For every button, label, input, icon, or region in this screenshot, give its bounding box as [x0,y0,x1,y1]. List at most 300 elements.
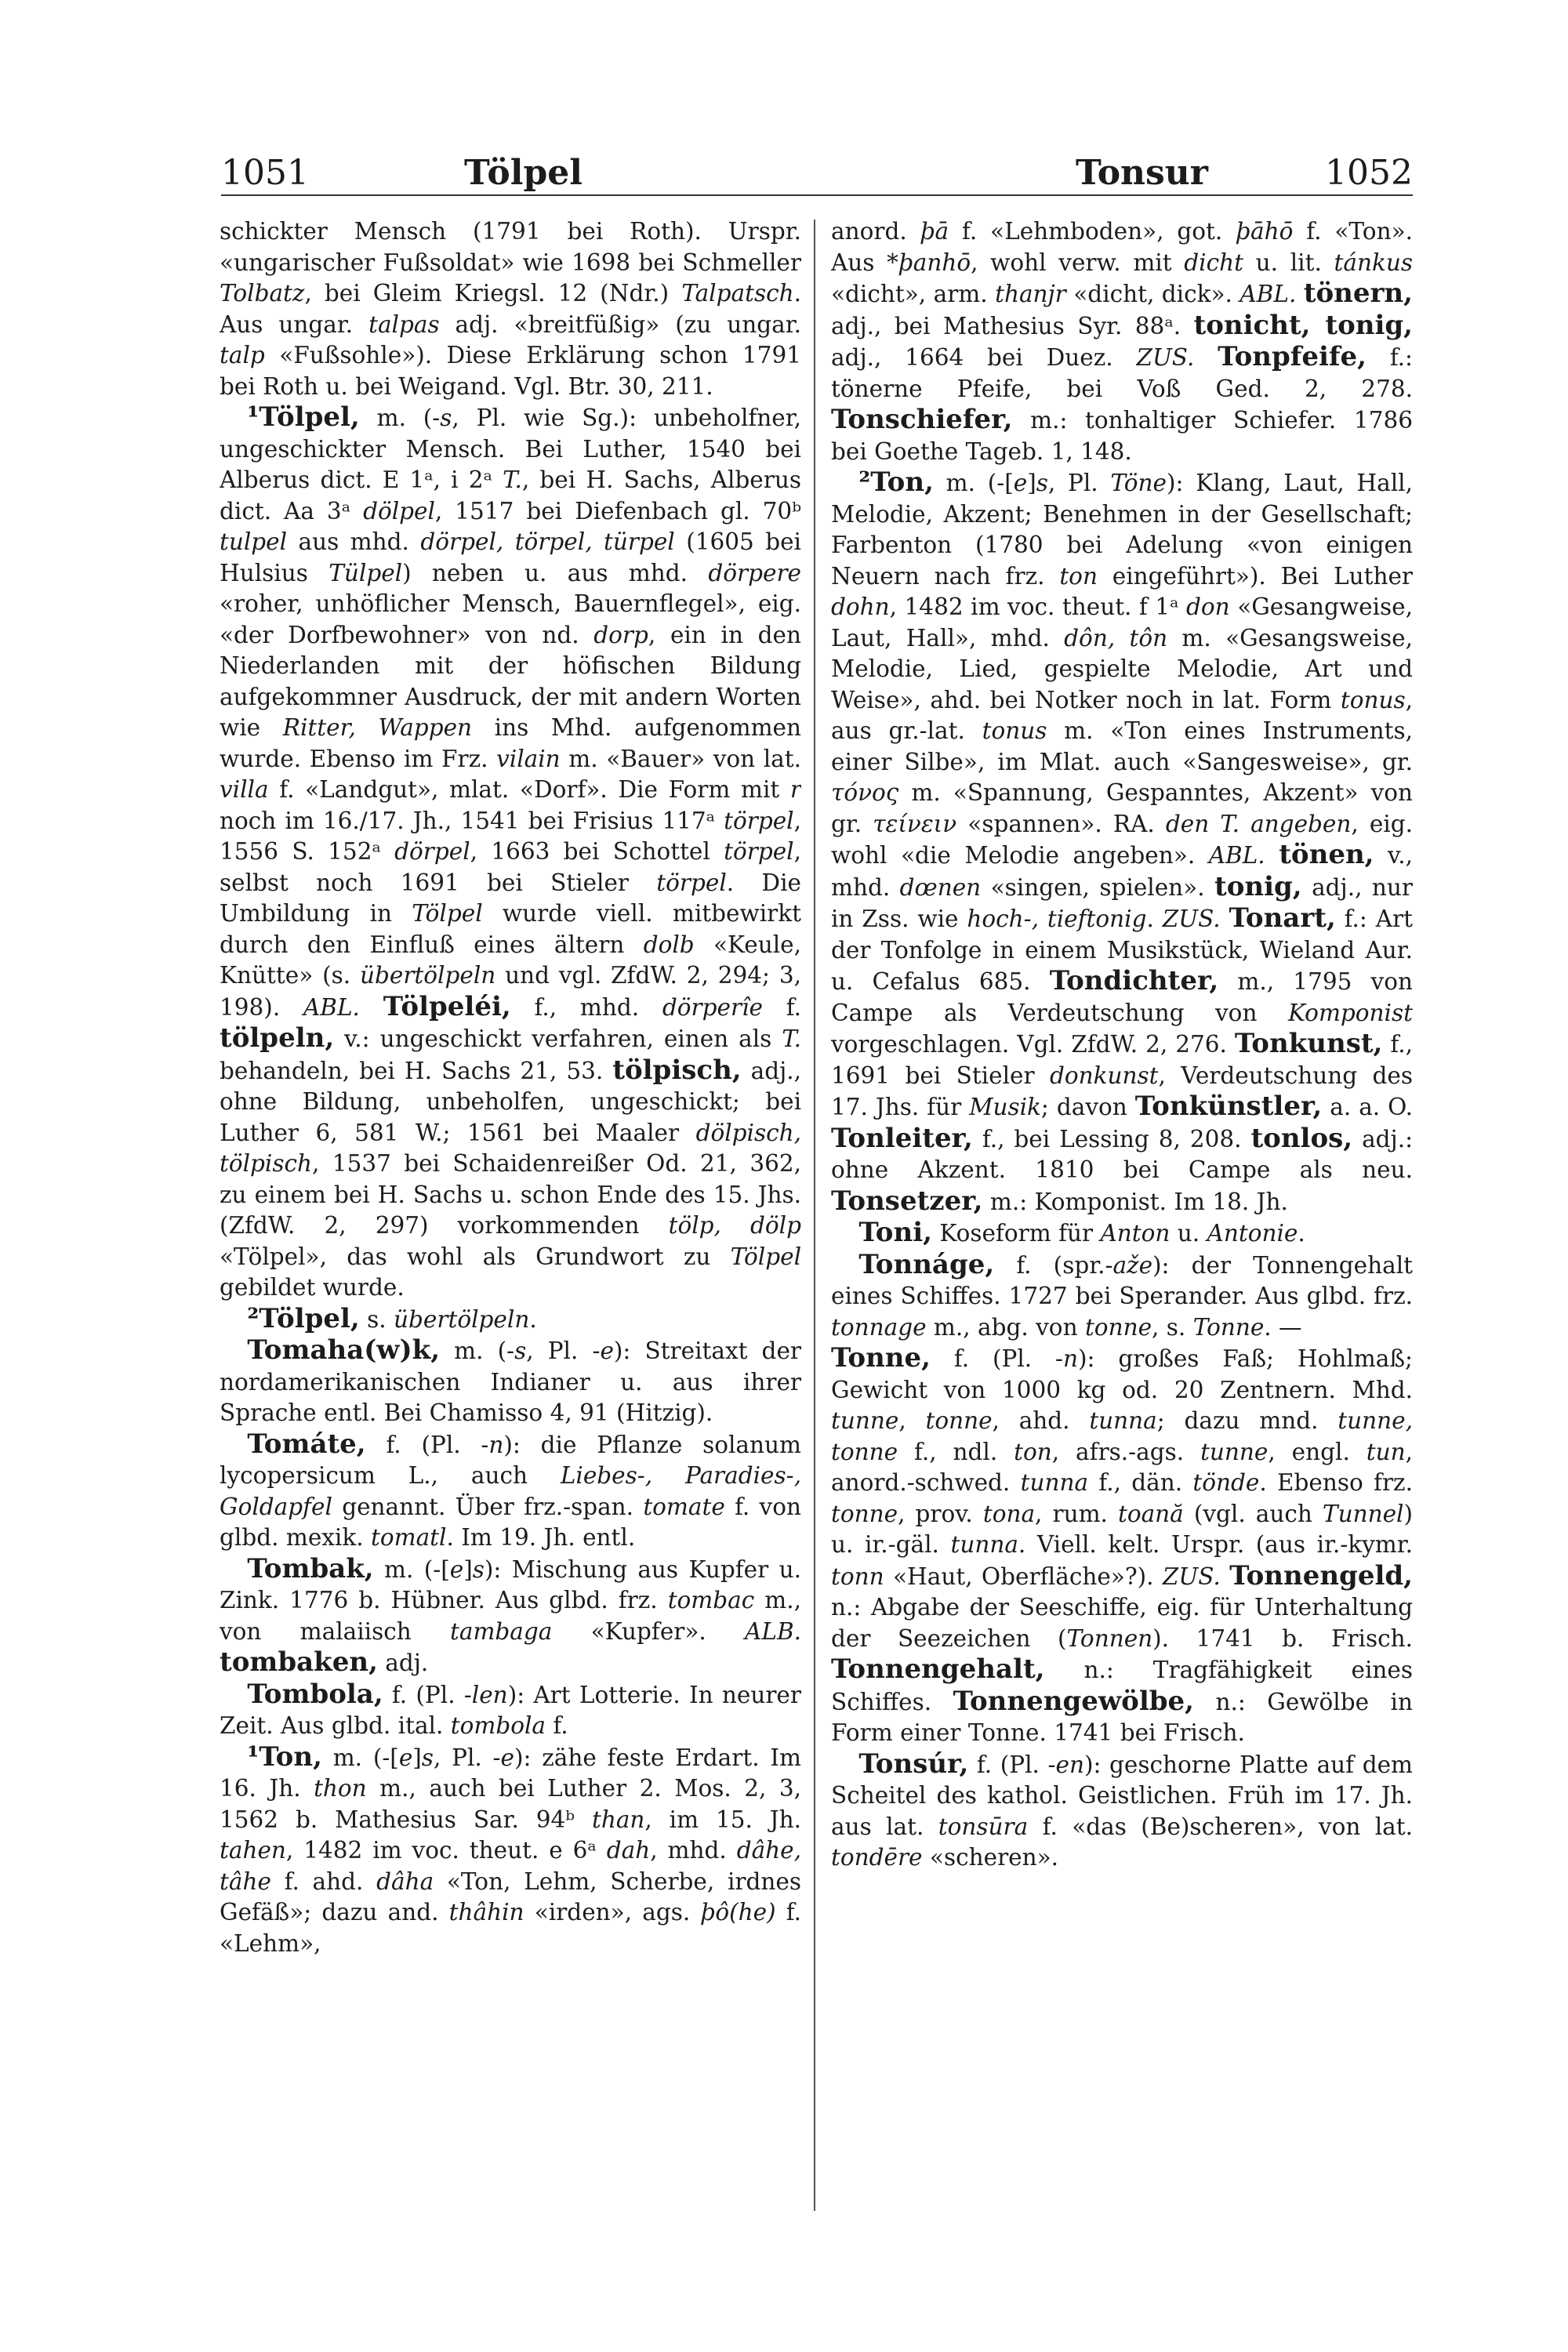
headword: Tonnáge, [858,1248,995,1280]
entry-text: , 1556 S. 152ᵃ [220,807,801,865]
entry-text: tánkus [1334,249,1413,276]
headword: Tonsúr, [858,1748,969,1780]
entry-text: f. «das (Be)scheren», von lat. [1028,1813,1413,1840]
entry-text: e [1013,470,1028,496]
entry-text: . Viell. kelt. Urspr. (aus ir.-kymr. [1018,1531,1413,1558]
entry-text: tonne [1084,1313,1152,1341]
entry-text: «Ton, Lehm, Scherbe, irdnes Gefäß»; dazu and. [220,1867,801,1926]
entry-text: aže [1112,1251,1153,1279]
entry-text: dörpel [394,838,470,865]
headword: ²Ton, [858,466,934,498]
entry-text: f., 1691 bei Stieler [831,1031,1413,1089]
entry-text: ): zähe feste Erdart. Im 16. Jh. [220,1744,801,1802]
headword: tonicht, tonig, [1193,309,1413,341]
entry-text: , 1663 bei Schottel [470,838,724,865]
entry-text [1296,281,1303,307]
entry-text: Ritter, Wappen [282,714,473,741]
entry-text: f. (Pl. - [931,1345,1064,1372]
entry-text: ] [412,1744,422,1771]
entry-text: villa [220,776,269,803]
entry-text: übertölpeln [394,1305,530,1333]
headword: Tomáte, [247,1428,366,1460]
entry-text: , Pl. - [526,1338,601,1364]
entry-text: , wohl verw. mit [971,249,1185,276]
dictionary-entry [831,1250,1413,1344]
entry-text: «spannen». RA. [956,810,1166,837]
entry-text: τείνειν [873,810,957,837]
dictionary-entry [831,467,1413,1218]
entry-text: ) u. ir.-gäl. [831,1500,1413,1558]
entry-text: «Tölpel», das wohl als Grundwort zu [220,1243,731,1270]
entry-text: m. (- [359,405,441,431]
entry-text: dörperîe [662,993,763,1021]
dictionary-entry [831,216,1413,467]
headword-right: Tonsur [1076,153,1208,193]
page-number-left: 1051 [221,153,309,193]
entry-text: tonne [925,1407,993,1434]
entry-text: übertölpeln [359,962,496,989]
entry-text: f. [762,993,801,1021]
entry-text: und vgl. ZfdW. 2, 294; 3, 198). [220,962,801,1021]
entry-text: m. (- [440,1338,515,1364]
dictionary-entry [831,1749,1413,1874]
entry-text: eingeführt»). Bei Luther [1097,562,1413,590]
entry-text: gebildet wurde. [220,1274,405,1301]
entry-text: ] [463,1555,473,1583]
entry-text: , engl. [1268,1438,1367,1465]
entry-text: m., von malaiisch [220,1587,801,1645]
entry-text: talpas [368,310,440,338]
dictionary-entry [220,216,801,402]
entry-text: törpel [724,838,794,865]
entry-text: m., 1795 von Campe als Verdeutschung von [831,968,1413,1026]
entry-text: dah [606,1837,651,1864]
entry-text: , bei Gleim Kriegsl. 12 (Ndr.) [304,280,682,307]
dictionary-entry [220,1304,801,1336]
entry-text: tombac [667,1587,755,1613]
dictionary-entry [220,1679,801,1742]
entry-text: tonne [831,1500,898,1527]
entry-text: «singen, spielen». [981,873,1215,901]
entry-text: T. [503,466,522,493]
entry-text: Töne [1110,470,1167,496]
entry-text: , prov. [898,1500,983,1527]
entry-text: n.: Tragfähigkeit eines Schiffes. [831,1657,1413,1715]
headword: Tonpfeife, [1218,341,1367,372]
headword-left: Tölpel [464,153,583,193]
entry-text: þô(he) [700,1899,776,1926]
entry-text: , ein in den Niederlanden mit der höfischen Bildung aufgekommner Ausdruck, der mit andern Worten wie [220,621,801,741]
headword: tombaken, [220,1646,378,1678]
entry-text: . Die Umbildung in [220,869,801,927]
entry-text: f. [546,1712,568,1739]
entry-text: e [398,1744,413,1771]
entry-text: n [1063,1345,1079,1372]
headword: Tondichter, [1049,965,1219,996]
entry-text: Koseform für [931,1220,1101,1247]
entry-text: . Aus ungar. [220,280,801,338]
headword: Tonnengewölbe, [953,1685,1194,1717]
entry-text: «dicht», arm. [831,281,996,307]
entry-text: dâhe, tâhe [220,1837,801,1895]
entry-text: tunne [1200,1438,1269,1465]
headword: tönern, [1303,278,1413,309]
entry-text: s [440,405,452,431]
headword: Tonschiefer, [831,404,1013,435]
entry-text: tulpel [220,528,288,555]
entry-text: ; davon [1040,1094,1135,1120]
entry-text: ton [1014,1438,1052,1465]
entry-text: donkunst [1049,1062,1159,1089]
entry-text: dohn [831,593,890,620]
headword: ¹Ton, [247,1740,322,1773]
entry-text: en [1055,1751,1084,1778]
entry-text: Tölpel [730,1243,801,1270]
entry-text: f. (Pl. - [383,1681,472,1708]
entry-text: f. «Landgut», mlat. «Dorf». Die Form mit [268,776,790,803]
entry-text: behandeln, bei H. Sachs 21, 53. [220,1057,613,1084]
entry-text: e [500,1744,514,1771]
entry-text: adj.: ohne Akzent. 1810 bei Campe als neu. [831,1125,1413,1183]
entry-text: ton [1059,562,1098,590]
entry-text: f.: Art der Tonfolge in einem Musikstück, Wieland Aur. u. Cefalus 685. [831,906,1413,995]
entry-text: þanhō [898,249,971,276]
entry-text: s [421,1744,434,1771]
entry-text: «roher, unhöflicher Mensch, Bauernflegel», eig. «der Dorfbewohner» von nd. [220,590,801,648]
entry-text: adj. [377,1650,429,1676]
entry-text: , eig. wohl «die Melodie angeben». [831,810,1413,869]
entry-text: vilain [496,745,561,772]
headword: Tonnengehalt, [831,1653,1045,1685]
header-rule [221,194,1413,196]
entry-text: Musik [969,1094,1041,1120]
entry-text: tomate [643,1493,725,1520]
entry-text: . Im 19. Jh. entl. [446,1524,636,1551]
entry-text: f., bei Lessing 8, 208. [972,1125,1251,1152]
entry-text: ): der Tonnengehalt eines Schiffes. 1727 bei Sperander. Aus glbd. frz. [831,1251,1413,1309]
entry-text: dôn, tôn [1064,624,1168,652]
entry-text: , Pl. [1047,470,1111,496]
entry-text [1265,842,1279,869]
entry-text: dâha [376,1867,434,1895]
entry-text: s. [359,1305,394,1333]
entry-text: talp [220,342,265,368]
headword: tonlos, [1250,1122,1353,1154]
entry-text: , bei H. Sachs, Alberus dict. Aa 3ᵃ [220,466,801,524]
dictionary-entry [220,402,801,1304]
headword: Tonart, [1229,902,1336,934]
dictionary-entry [220,1742,801,1960]
entry-text: ) neben u. aus mhd. [402,559,709,586]
entry-text: Anton [1100,1220,1171,1247]
headword: Tölpeléi, [383,990,511,1022]
entry-text: vorgeschlagen. Vgl. ZfdW. 2, 276. [831,1031,1235,1058]
entry-text: ZUS. [1136,344,1195,371]
entry-text: ] [1027,470,1036,496]
entry-text: adj., ohne Bildung, unbeholfen, ungeschickt; bei Luther 6, 581 W.; 1561 bei Maaler [220,1057,801,1146]
headword: tölpeln, [220,1022,335,1054]
entry-text: . Ebenso frz. [1259,1469,1413,1496]
entry-text: f. «Ton». Aus * [831,218,1413,276]
entry-text: «Fußsohle»). Diese Erklärung schon 1791 bei Roth u. bei Weigand. Vgl. Btr. 30, 211. [220,342,801,400]
headword: Tonne, [831,1342,931,1374]
entry-text: , 1482 im voc. theut. f 1ᵃ [889,593,1187,620]
entry-text: s [472,1555,485,1583]
dictionary-entry [831,1218,1413,1250]
entry-text: than [591,1806,645,1833]
entry-text: u. [1170,1220,1207,1247]
entry-text: f. (Pl. - [968,1751,1056,1778]
entry-text: törpel [724,807,794,834]
entry-text: (1605 bei Hulsius [220,528,801,586]
column-divider [814,220,815,2211]
entry-text: . [1146,906,1163,932]
entry-text: , s. [1152,1313,1193,1341]
entry-text: f., mhd. [510,993,662,1021]
entry-text: dörpel, törpel, türpel [420,528,675,555]
entry-text: ): die Pflanze solanum lycopersicum L., auch [220,1431,801,1489]
entry-text: , Pl. - [433,1744,501,1771]
entry-text: thâhin [448,1899,524,1926]
entry-text: m. «Ton eines Instruments, einer Silbe», im Mlat. auch «Sangesweise», gr. [831,717,1413,775]
entry-text: Liebes-, Paradies-, Goldapfel [220,1462,801,1520]
entry-text: f. ahd. [270,1867,377,1895]
entry-text: dölpisch, tölpisch [220,1119,801,1177]
entry-text: Tölpel [412,900,483,927]
entry-text: e [600,1338,614,1364]
entry-text: m. (-[ [933,470,1014,496]
entry-text: tunne, tonne [831,1407,1413,1465]
entry-text: «Keule, Knütte» (s. [220,931,801,989]
entry-text: ; dazu mnd. [1156,1407,1338,1434]
entry-text: , afrs.-ags. [1051,1438,1201,1465]
entry-text: ALB. [745,1617,801,1645]
entry-text: den T. angeben [1165,810,1352,837]
headword: tönen, [1279,839,1374,870]
entry-text: e [449,1555,464,1583]
entry-text: f., dän. [1088,1469,1193,1496]
entry-text: þā [920,218,949,245]
entry-text: m. «Bauer» von lat. [560,745,801,772]
running-header [221,153,1413,208]
entry-text: noch im 16./17. Jh., 1541 bei Frisius 117ᵃ [220,807,724,834]
entry-text: ): Streitaxt der nordamerikanischen Indianer u. aus ihrer Sprache entl. Bei Chamisso 4, 91 (Hitzig). [220,1338,801,1426]
entry-text: . [529,1305,537,1333]
entry-text: dölpel [363,497,435,524]
entry-text: , [898,1407,926,1434]
entry-text [360,994,383,1021]
entry-text: Tonnen [1066,1624,1153,1652]
headword: tonig, [1214,870,1302,902]
entry-text: anord. [831,218,920,245]
entry-text: þāhō [1236,218,1294,245]
entry-text: dœnen [899,873,982,901]
entry-text: , ahd. [992,1407,1090,1434]
entry-text: tambaga [450,1617,553,1645]
entry-text: m. «Spannung, Gespanntes, Akzent» von gr. [831,779,1413,837]
entry-text: ): großes Faß; Hohlmaß; Gewicht von 1000 kg od. 20 Zentnern. Mhd. [831,1345,1413,1403]
entry-text: . [1298,1220,1305,1247]
entry-text: r [789,776,801,803]
entry-text: dorp [593,621,648,648]
headword: ²Tölpel, [247,1302,360,1334]
entry-text: f. (Pl. - [365,1431,489,1458]
entry-text: ZUS. [1162,1563,1221,1590]
entry-text: τόνος [831,779,899,806]
entry-text: , mhd. [650,1837,737,1864]
entry-text: «scheren». [922,1844,1059,1871]
headword: ¹Tölpel, [247,401,360,433]
entry-text: ). 1741 b. Frisch. [1152,1624,1413,1652]
entry-text: schickter Mensch (1791 bei Roth). Urspr. «ungarischer Fußsoldat» wie 1698 bei Schmeller [220,218,801,276]
entry-text: tunna [1089,1407,1157,1434]
headword: Tonnengeld, [1229,1559,1413,1592]
entry-text: n.: Gewölbe in Form einer Tonne. 1741 bei Frisch. [831,1688,1413,1746]
entry-text: s [514,1338,527,1364]
entry-text: Tülpel [328,559,403,586]
entry-text [1194,344,1218,371]
dictionary-entry [831,1343,1413,1749]
entry-text: f. (spr.- [994,1251,1113,1279]
entry-text: tonnage [831,1313,927,1341]
entry-text: «Gesangweise, Laut, Hall», mhd. [831,593,1413,652]
entry-text: s [1036,470,1048,496]
entry-text: f., ndl. [898,1438,1014,1465]
entry-text: m., auch bei Luther 2. Mos. 2, 3, 1562 b. Mathesius Sar. 94ᵇ [220,1775,801,1833]
headword: Tombak, [247,1552,374,1584]
entry-text: T. [782,1025,801,1052]
entry-text: adj., 1664 bei Duez. [831,344,1137,371]
entry-text: wurde viell. mitbewirkt durch den Einfluß eines ältern [220,900,801,958]
entry-text: , anord.-schwed. [831,1438,1413,1496]
entry-text: tönde [1192,1469,1260,1496]
entry-text: f. «Lehm», [220,1899,801,1957]
entry-text: , 1517 bei Diefenbach gl. 70ᵇ [434,497,801,524]
entry-text: «Haut, Oberfläche»?). [884,1563,1163,1590]
headword: Tonsetzer, [831,1185,983,1217]
entry-text: , Pl. wie Sg.): unbeholfner, ungeschickter Mensch. Bei Luther, 1540 bei Alberus dict. E 1ᵃ, i 2ᵃ [220,405,801,493]
entry-text: tahen [220,1837,286,1864]
entry-text: Tonne [1192,1313,1265,1341]
entry-text: Talpatsch [681,280,794,307]
entry-text: dicht [1184,249,1243,276]
entry-text: m.: tonhaltiger Schiefer. 1786 bei Goethe Tageb. 1, 148. [831,407,1413,465]
entry-text: dörpere [708,559,801,586]
entry-text: Antonie [1207,1220,1298,1247]
entry-text: adj., nur in Zss. wie [831,873,1413,932]
entry-text: «irden», ags. [524,1899,701,1926]
entry-text: n.: Abgabe der Seeschiffe, eig. für Unterhaltung der Seezeichen ( [831,1594,1413,1652]
entry-text: tunna [950,1531,1018,1558]
entry-text: tombola [450,1712,546,1739]
entry-text: tölp, dölp [668,1212,801,1239]
entry-text: ): geschorne Platte auf dem Scheitel des kathol. Geistlichen. Früh im 17. Jh. aus lat. [831,1751,1413,1840]
right-column [831,216,1413,2223]
headword: Tomaha(w)k, [247,1334,441,1366]
entry-text: tunne [831,1407,899,1434]
entry-text: Tunnel [1322,1500,1404,1527]
headword: Toni, [858,1217,932,1248]
headword: Tombola, [247,1678,383,1710]
entry-text: «Kupfer». [552,1617,746,1645]
entry-text: tonn [831,1563,884,1590]
entry-text: m., abg. von [926,1313,1085,1341]
entry-text: a. a. O. [1322,1094,1413,1120]
entry-text: ): Mischung aus Kupfer u. Zink. 1776 b. Hübner. Aus glbd. frz. [220,1555,801,1613]
entry-text: genannt. Über frz.-span. [332,1493,644,1520]
entry-text: f. von glbd. mexik. [220,1493,801,1551]
entry-text: don [1186,593,1230,620]
entry-text: f. «Lehmboden», got. [949,218,1236,245]
entry-text: m. (-[ [321,1744,399,1771]
entry-text: tona [982,1500,1036,1527]
entry-text: f.: tönerne Pfeife, bei Voß Ged. 2, 278. [831,344,1413,402]
entry-text: thon [314,1775,367,1802]
entry-text: tunna [1020,1469,1089,1496]
dictionary-entry [220,1554,801,1679]
entry-text: adj., bei Mathesius Syr. 88ᵃ. [831,312,1194,339]
entry-text: toană [1117,1500,1184,1527]
entry-text: tun [1366,1438,1406,1465]
entry-text: , rum. [1035,1500,1118,1527]
entry-text: adj. «breitfüßig» (zu ungar. [439,310,801,338]
entry-text: m.: Komponist. Im 18. Jh. [982,1188,1288,1215]
entry-text: m. (-[ [373,1555,450,1583]
entry-text: (vgl. auch [1183,1500,1323,1527]
entry-text: , 1482 im voc. theut. e 6ᵃ [285,1837,607,1864]
entry-text: tonus [982,717,1047,744]
entry-text: ZUS. [1162,906,1221,932]
entry-text: tondēre [831,1844,923,1871]
entry-text: dolb [643,931,695,958]
entry-text: Tolbatz [220,280,305,307]
headword: Tonkunst, [1234,1028,1383,1059]
entry-text: tonus [1340,686,1406,713]
left-column [220,216,801,2223]
dictionary-entry [220,1429,801,1554]
entry-text: ABL. [1240,281,1297,307]
entry-text: «dicht, dick». [1065,281,1240,307]
entry-text: ): Art Lotterie. In neurer Zeit. Aus glbd. ital. [220,1681,801,1739]
headword: Tonleiter, [831,1122,973,1154]
entry-text: , 1537 bei Schaidenreißer Od. 21, 362, zu einem bei H. Sachs u. schon Ende des 15. Jhs. (ZfdW. 2, 297) vorkommenden [220,1150,801,1239]
entry-text: len [471,1681,508,1708]
entry-text: . — [1264,1313,1302,1341]
entry-text: , selbst noch 1691 bei Stieler [220,838,801,896]
entry-text: ABL. [1208,842,1265,869]
entry-text: ): Klang, Laut, Hall, Melodie, Akzent; Benehmen in der Gesellschaft; Farbenton (1780 bei Adelung «von einigen Neuern nach frz. [831,470,1413,590]
entry-text: törpel [656,869,727,896]
entry-text: v., mhd. [831,842,1413,901]
entry-text: u. lit. [1243,249,1334,276]
headword: Tonkünstler, [1134,1091,1323,1122]
entry-text: , im 15. Jh. [644,1806,801,1833]
entry-text: thanjr [995,281,1066,307]
entry-text: Komponist [1287,999,1413,1026]
entry-text [1221,1563,1229,1590]
entry-text: tonsūra [938,1813,1029,1840]
entry-text: m. «Gesangsweise, Melodie, Lied, gespielte Melodie, Art und Weise», ahd. bei Notker noch in lat. Form [831,624,1413,713]
entry-text: hoch-, tieftonig [967,906,1147,932]
entry-text: v.: ungeschickt verfahren, einen als [334,1025,782,1052]
headword: tölpisch, [612,1054,742,1086]
entry-text: ins Mhd. aufgenommen wurde. Ebenso im Frz. [220,714,801,772]
entry-text [1221,906,1229,932]
entry-text: aus mhd. [287,528,421,555]
entry-text: n [488,1431,504,1458]
page-number-right: 1052 [1325,153,1413,193]
entry-text: tomatl [370,1524,447,1551]
